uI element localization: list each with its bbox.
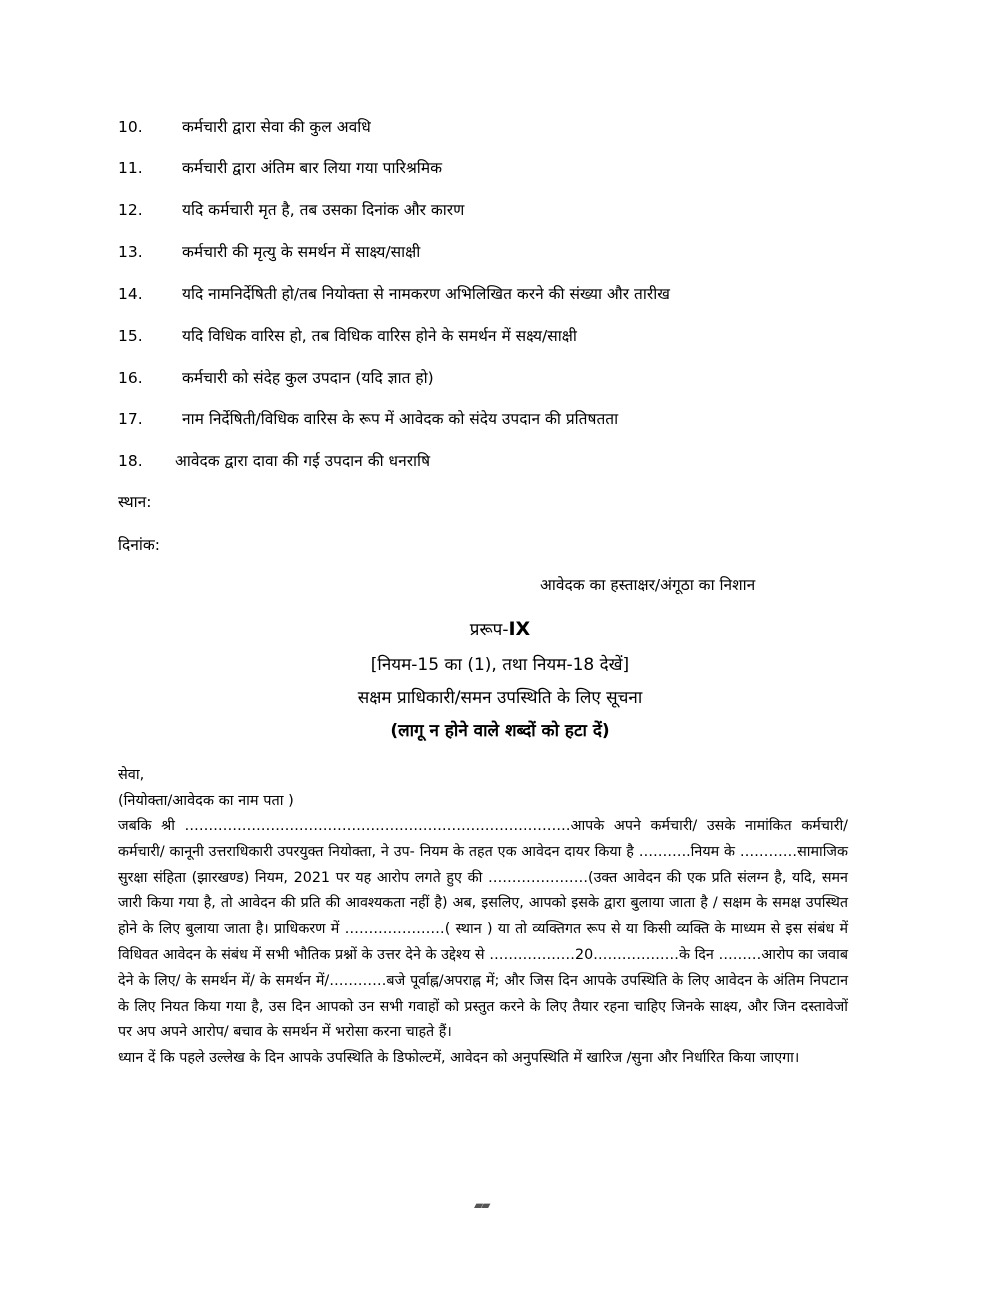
list-item [118, 451, 430, 471]
list-item [118, 326, 577, 346]
salutation-to: सेवा, [118, 767, 145, 783]
item-number: 10. [118, 118, 143, 136]
list-item [118, 158, 442, 178]
item-text: कर्मचारी को संदेह कुल उपदान (यदि ज्ञात हो) [182, 369, 434, 387]
form-subject: सक्षम प्राधिकारी/समन उपस्थिति के लिए सूचना [357, 688, 643, 708]
item-number: 16. [118, 369, 143, 387]
signature-label: आवेदक का हस्ताक्षर/अंगूठा का निशान [540, 576, 756, 594]
item-text: कर्मचारी द्वारा सेवा की कुल अवधि [182, 118, 371, 136]
item-number: 13. [118, 243, 143, 261]
notice-paragraph-2: ध्यान दें कि पहले उल्लेख के दिन आपके उपस्थिति के डिफोल्टमें, आवेदन को अनुपस्थिति में खारिज /सुना और निर्धारित किया जाएगा। [118, 1050, 800, 1067]
notice-body [118, 814, 848, 1072]
form-title [0, 617, 1000, 642]
rule-reference: [नियम-15 का (1), तथा नियम-18 देखें] [370, 655, 630, 675]
item-text: यदि कर्मचारी मृत है, तब उसका दिनांक और कारण [182, 201, 465, 219]
item-text: यदि विधिक वारिस हो, तब विधिक वारिस होने के समर्थन में सक्ष्य/साक्षी [182, 327, 577, 345]
item-text: यदि नामनिर्देषिती हो/तब नियोक्ता से नामकरण अभिलिखित करने की संख्या और तारीख [182, 285, 670, 303]
place-label: स्थान: [118, 493, 152, 511]
list-item [118, 117, 371, 137]
item-number: 14. [118, 285, 143, 303]
notice-paragraph-1: जबकि श्री ………………………………………………………………………आपके अपने कर्मचारी/ उसके नामांकित कर्मचारी/ कर्मचारी/ कानूनी उत्तराधिकारी उपरयुक्त नियोक्ता, ने उप- नियम के तहत एक आवेदन दायर किया है ………..नियम के …………सामाजिक सुरक्षा संहिता (झारखण्ड) नियम, 2021 पर यह आरोप लगते हुए की …………………(उक्त आवेदन की एक प्रति संलग्न है, यदि, समन जारी किया गया है, तो आवेदन की प्रति की आवश्यकता नहीं है) अब, इसलिए, आपको इसके द्वारा बुलाया जाता है / सक्षम के समक्ष उपस्थित होने के लिए बुलाया जाता है। प्राधिकरण में …………………( स्थान ) या तो व्यक्तिगत रूप से या किसी व्यक्ति के माध्यम से इस संबंध में विधिवत आवेदन के संबंध में सभी भौतिक प्रश्नों के उत्तर देने के उद्देश्य से ………………20………………के दिन ………आरोप का जवाब देने के लिए/ के समर्थन में/ के समर्थन में/…………बजे पूर्वाह्न/अपराह्न में; और जिस दिन आपके उपस्थिति के लिए आवेदन के अंतिम निपटान के लिए नियत किया गया है, उस दिन आपको उन सभी गवाहों को प्रस्तुत करने के लिए तैयार रहना चाहिए जिनके साक्ष्य, और जिन दस्तावेजों पर अप अपने आरोप/ बचाव के समर्थन में भरोसा करना चाहते हैं। [118, 818, 848, 1041]
form-title-prefix: प्ररूप- [469, 620, 509, 640]
item-number: 18. [118, 452, 143, 470]
list-item [118, 242, 420, 262]
item-number: 15. [118, 327, 143, 345]
list-item [118, 284, 670, 304]
list-item [118, 200, 464, 220]
item-text: आवेदक द्वारा दावा की गई उपदान की धनराषि [175, 452, 431, 470]
item-number: 12. [118, 201, 143, 219]
item-number: 17. [118, 410, 143, 428]
list-item [118, 368, 434, 388]
form-title-roman: IX [508, 618, 531, 640]
item-number: 11. [118, 159, 143, 177]
footer-mark: ▰▰ [474, 1198, 489, 1212]
list-item [118, 409, 618, 429]
item-text: कर्मचारी की मृत्यु के समर्थन में साक्ष्य/साक्षी [182, 243, 421, 261]
item-text: नाम निर्देषिती/विधिक वारिस के रूप में आवेदक को संदेय उपदान की प्रतिषतता [182, 410, 619, 428]
salutation-addressee: (नियोक्ता/आवेदक का नाम पता ) [118, 793, 294, 809]
date-label: दिनांक: [118, 536, 160, 554]
item-text: कर्मचारी द्वारा अंतिम बार लिया गया पारिश्रमिक [182, 159, 442, 177]
form-note: (लागू न होने वाले शब्दों को हटा दें) [390, 721, 610, 741]
